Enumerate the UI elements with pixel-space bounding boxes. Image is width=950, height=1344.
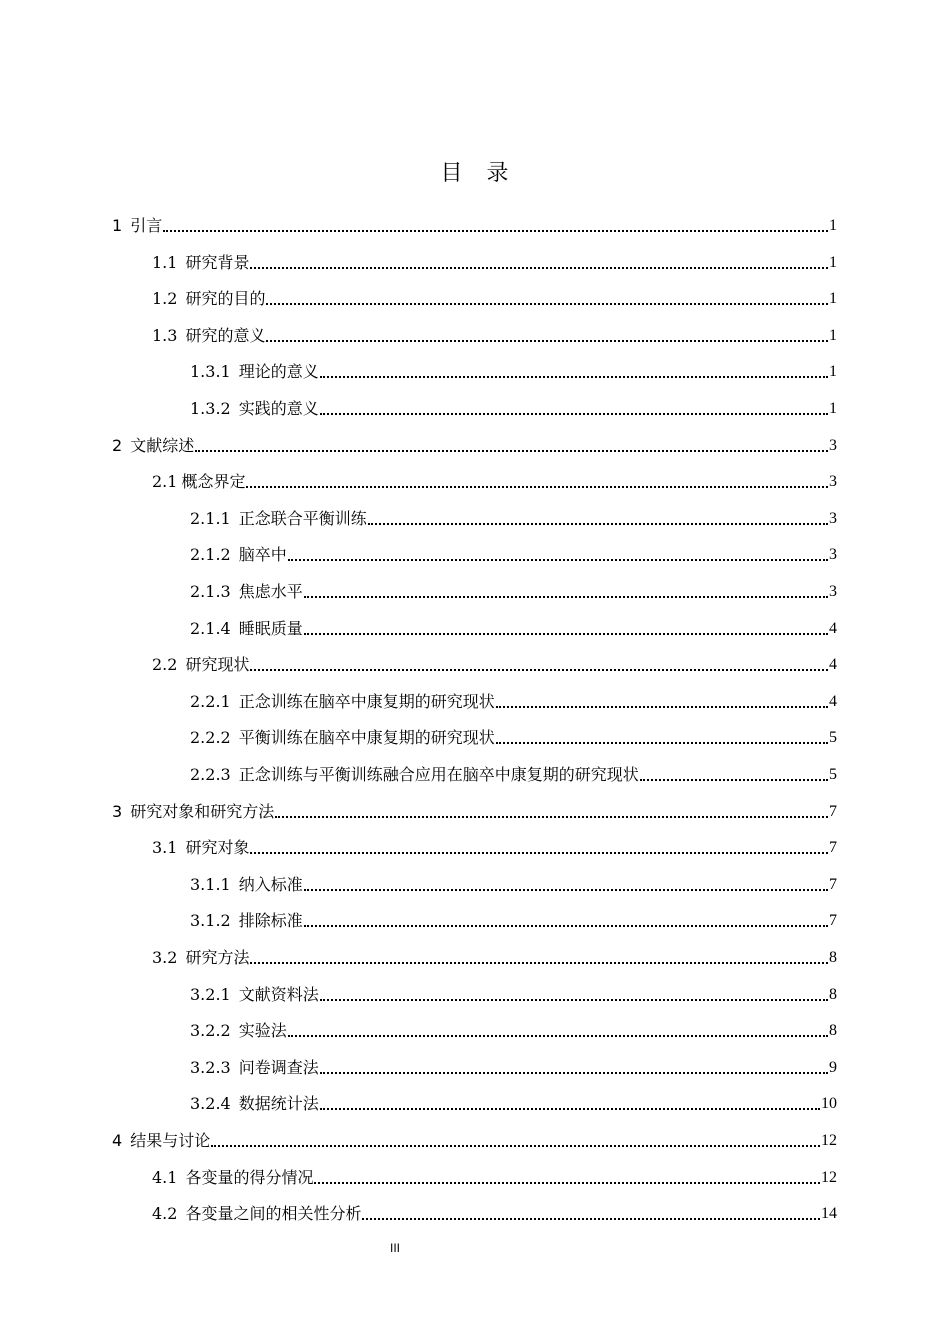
toc-entry-title: 引言	[130, 216, 163, 235]
toc-entry-number: 4	[112, 1131, 123, 1150]
toc-entry-page: 12	[821, 1168, 837, 1186]
toc-dot-leader	[288, 559, 828, 561]
toc-dot-leader	[314, 1182, 820, 1184]
toc-entry[interactable]	[190, 906, 837, 932]
toc-entry[interactable]	[190, 760, 837, 786]
toc-entry-number: 2.2	[152, 655, 178, 675]
toc-entry[interactable]	[152, 650, 837, 676]
page-number: III	[389, 1241, 400, 1255]
toc-entry[interactable]	[190, 394, 837, 420]
toc-entry-number: 2.2.2	[190, 728, 231, 748]
toc-dot-leader	[304, 925, 828, 927]
toc-entry-title: 研究现状	[185, 655, 250, 675]
toc-entry-title: 研究的目的	[185, 289, 266, 309]
toc-entry-number: 1.1	[152, 252, 178, 272]
toc-entry-number: 2.1.1	[190, 508, 231, 528]
toc-entry-page: 5	[829, 729, 837, 747]
toc-entry[interactable]	[112, 797, 837, 823]
toc-entry-page: 7	[829, 875, 837, 893]
toc-entry-title: 排除标准	[238, 911, 303, 931]
toc-entry-title: 结果与讨论	[130, 1131, 211, 1150]
toc-entry[interactable]	[152, 467, 837, 493]
toc-dot-leader	[266, 303, 828, 305]
toc-entry-number: 3.2.2	[190, 1021, 231, 1041]
toc-entry-page: 1	[829, 326, 837, 344]
toc-entry-page: 7	[829, 839, 837, 857]
page-title: 目 录	[440, 161, 510, 186]
toc-dot-leader	[250, 852, 828, 854]
toc-entry[interactable]	[190, 540, 837, 566]
toc-entry-number: 3.2.4	[190, 1094, 231, 1114]
toc-entry-page: 1	[829, 290, 837, 308]
toc-entry-number: 2.1.2	[190, 545, 231, 565]
toc-dot-leader	[211, 1145, 820, 1147]
toc-dot-leader	[275, 816, 828, 818]
toc-entry[interactable]	[152, 1199, 837, 1225]
toc-entry-page: 3	[829, 509, 837, 527]
toc-dot-leader	[320, 1108, 820, 1110]
toc-dot-leader	[250, 267, 828, 269]
toc-dot-leader	[288, 1035, 828, 1037]
toc-entry-title: 数据统计法	[238, 1094, 319, 1114]
toc-entry[interactable]	[152, 284, 837, 310]
toc-entry-number: 1	[112, 216, 123, 235]
toc-dot-leader	[163, 230, 828, 232]
toc-entry-title: 脑卒中	[238, 545, 287, 565]
toc-entry-number: 2.1.3	[190, 582, 231, 601]
toc-entry-title: 研究对象	[185, 838, 250, 858]
toc-entry-number: 3.1.2	[190, 911, 231, 931]
toc-entry[interactable]	[112, 1126, 837, 1152]
toc-entry-title: 研究方法	[185, 948, 250, 967]
toc-entry[interactable]	[190, 723, 837, 749]
toc-entry[interactable]	[152, 1163, 837, 1189]
toc-dot-leader	[640, 779, 828, 781]
toc-dot-leader	[320, 1072, 828, 1074]
toc-entry-page: 4	[829, 656, 837, 674]
toc-dot-leader	[320, 413, 828, 415]
toc-entry-number: 1.3.1	[190, 362, 231, 382]
toc-entry-number: 1.3.2	[190, 399, 231, 418]
toc-entry-page: 12	[821, 1132, 837, 1149]
toc-dot-leader	[496, 742, 828, 744]
toc-dot-leader	[304, 596, 828, 598]
toc-dot-leader	[320, 999, 828, 1001]
toc-entry[interactable]	[190, 870, 837, 896]
toc-entry[interactable]	[152, 833, 837, 859]
toc-entry-title: 焦虑水平	[238, 582, 303, 601]
toc-entry-page: 7	[829, 802, 837, 820]
toc-dot-leader	[304, 633, 828, 635]
toc-entry-title: 各变量的得分情况	[185, 1167, 314, 1187]
toc-entry-title: 睡眠质量	[238, 618, 303, 638]
toc-entry-title: 实践的意义	[238, 399, 319, 418]
toc-entry-page: 1	[829, 217, 837, 234]
toc-entry-page: 1	[829, 363, 837, 381]
toc-entry[interactable]	[112, 431, 837, 457]
toc-entry-page: 3	[829, 583, 837, 600]
toc-entry-title: 各变量之间的相关性分析	[185, 1204, 362, 1224]
toc-entry[interactable]	[190, 1089, 837, 1115]
toc-entry-page: 1	[829, 400, 837, 417]
toc-dot-leader	[246, 486, 828, 488]
toc-entry[interactable]	[190, 687, 837, 713]
toc-entry-number: 4.2	[152, 1204, 178, 1224]
toc-entry-title: 正念训练与平衡训练融合应用在脑卒中康复期的研究现状	[238, 765, 639, 784]
toc-entry-page: 3	[829, 473, 837, 491]
toc-entry-title: 正念训练在脑卒中康复期的研究现状	[238, 691, 495, 711]
toc-entry[interactable]	[190, 504, 837, 530]
toc-entry[interactable]	[190, 614, 837, 640]
toc-entry-page: 9	[829, 1058, 837, 1076]
toc-entry-page: 3	[829, 546, 837, 564]
toc-entry-number: 1.2	[152, 289, 178, 309]
toc-entry-title: 研究的意义	[185, 325, 266, 345]
toc-entry-number: 4.1	[152, 1167, 178, 1187]
toc-entry-title: 研究背景	[185, 252, 250, 272]
toc-entry-page: 7	[829, 912, 837, 930]
toc-entry-title: 正念联合平衡训练	[238, 508, 367, 528]
toc-entry-page: 4	[829, 619, 837, 637]
toc-entry[interactable]	[190, 357, 837, 383]
toc-entry-page: 3	[829, 436, 837, 454]
toc-entry-title: 理论的意义	[238, 362, 319, 382]
toc-entry-number: 2.2.1	[190, 691, 231, 711]
toc-dot-leader	[304, 889, 828, 891]
toc-dot-leader	[496, 706, 828, 708]
toc-entry-page: 1	[829, 253, 837, 271]
toc-dot-leader	[368, 523, 828, 525]
toc-entry[interactable]	[112, 211, 837, 237]
toc-entry-page: 5	[829, 766, 837, 783]
toc-entry-number: 3	[112, 801, 123, 821]
toc-entry[interactable]	[190, 980, 837, 1006]
toc-dot-leader	[266, 340, 828, 342]
toc-entry-title: 纳入标准	[238, 874, 303, 894]
toc-entry-page: 14	[821, 1205, 837, 1223]
toc-entry-title: 文献资料法	[238, 984, 319, 1004]
toc-dot-leader	[250, 962, 828, 964]
toc-entry-page: 10	[821, 1095, 837, 1113]
toc-entry-page: 8	[829, 1022, 837, 1040]
toc-entry-page: 8	[829, 949, 837, 966]
toc-entry-title: 文献综述	[130, 435, 195, 455]
toc-entry[interactable]	[152, 321, 837, 347]
toc-entry-title: 问卷调查法	[238, 1057, 319, 1077]
toc-entry[interactable]	[152, 943, 837, 969]
toc-entry-number: 3.2	[152, 948, 178, 967]
toc-entry-page: 4	[829, 692, 837, 710]
toc-entry-number: 3.2.3	[190, 1057, 231, 1077]
toc-dot-leader	[362, 1218, 820, 1220]
toc-entry-number: 2	[112, 435, 123, 455]
toc-entry-title: 实验法	[238, 1021, 287, 1041]
toc-entry-number: 3.1	[152, 838, 178, 858]
toc-entry-number: 2.2.3	[190, 765, 231, 784]
toc-entry-number: 3.1.1	[190, 874, 231, 894]
toc-entry-number: 2.1.4	[190, 618, 231, 638]
toc-entry-title: 概念界定	[181, 472, 246, 492]
toc-dot-leader	[320, 376, 828, 378]
toc-entry[interactable]	[190, 577, 837, 603]
toc-entry-number: 2.1	[152, 472, 178, 492]
toc-entry[interactable]	[190, 1053, 837, 1079]
toc-dot-leader	[250, 669, 828, 671]
toc-entry-title: 研究对象和研究方法	[130, 801, 275, 821]
toc-entry-title: 平衡训练在脑卒中康复期的研究现状	[238, 728, 495, 748]
toc-entry-page: 8	[829, 985, 837, 1003]
toc-entry[interactable]	[190, 1016, 837, 1042]
toc-entry[interactable]	[152, 248, 837, 274]
toc-dot-leader	[195, 450, 828, 452]
toc-entry-number: 1.3	[152, 325, 178, 345]
toc-entry-number: 3.2.1	[190, 984, 231, 1004]
